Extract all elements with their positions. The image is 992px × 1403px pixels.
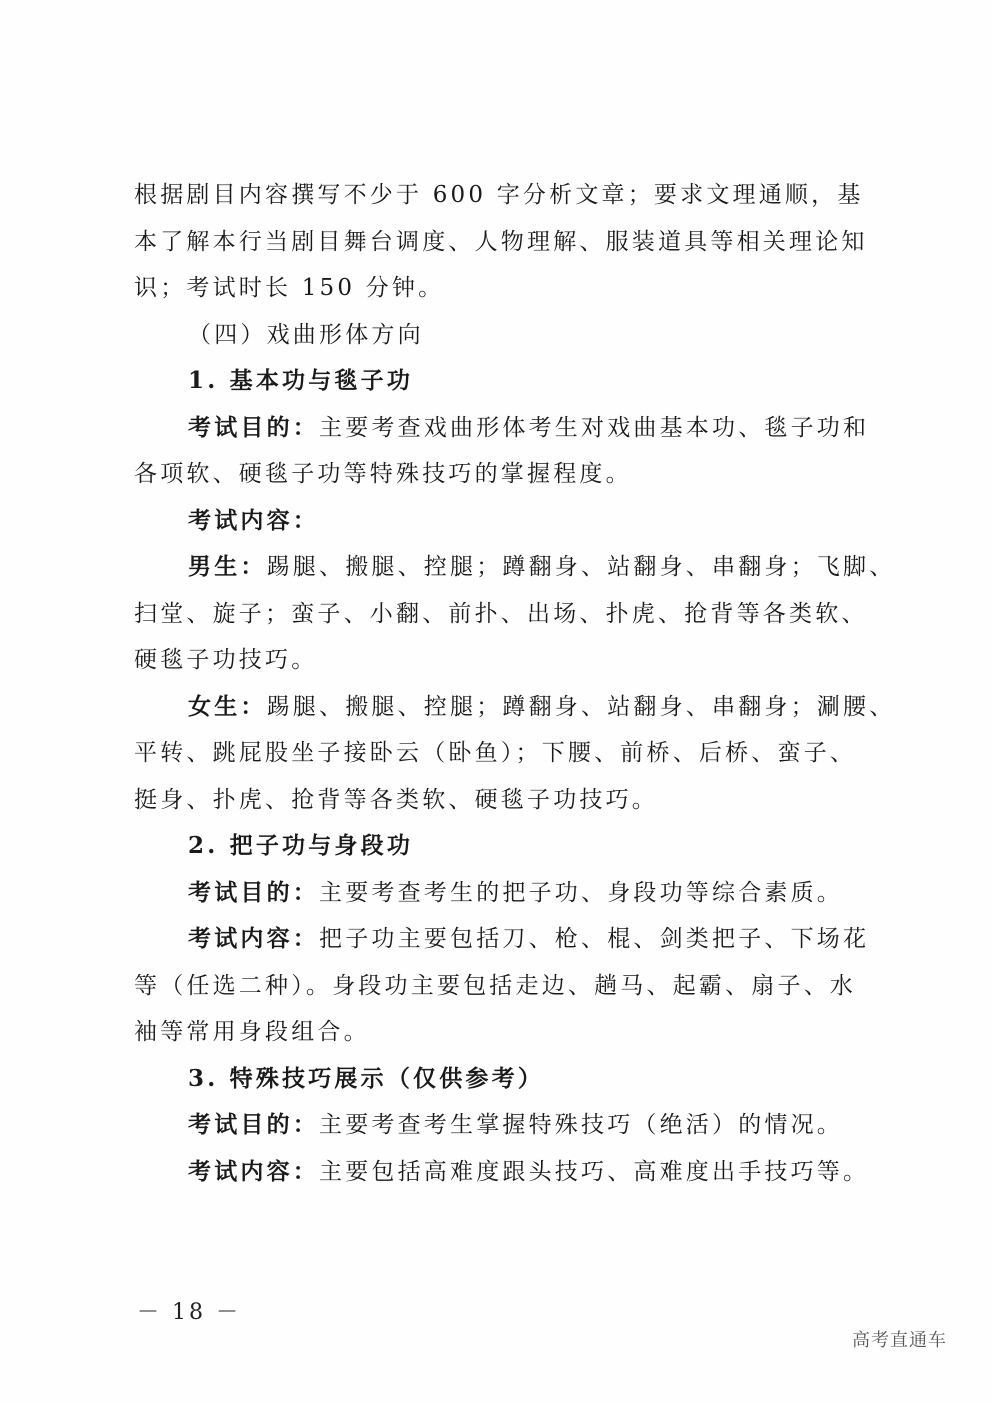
paragraph-line [134,265,864,312]
paragraph-line [134,963,864,1010]
paragraph-line [134,916,870,963]
paragraph-line [134,777,864,824]
subsection-heading-text: 3. 特殊技巧展示（仅供参考） [188,1064,545,1092]
paragraph-line [134,1009,864,1056]
paragraph-line [134,1102,864,1149]
line-text: 踢腿、搬腿、控腿；蹲翻身、站翻身、串翻身；飞脚、 [266,554,896,580]
section-heading [134,312,864,359]
paragraph-line [134,1149,870,1196]
paragraph-line [134,684,896,731]
field-label: 考试内容： [188,506,319,534]
field-label: 考试目的： [188,413,319,441]
field-label: 考试目的： [188,1111,319,1138]
watermark-text: 高考直通车 [852,1330,947,1351]
line-text: 主要考查考生的把子功、身段功等综合素质。 [319,879,843,906]
subsection-heading [134,823,864,870]
subsection-heading-text: 2. 把子功与身段功 [188,832,414,859]
field-label: 男生： [188,553,267,580]
page-number: － 18 － [137,1300,241,1325]
paragraph-line [134,405,870,452]
line-text: 识；考试时长 150 分钟。 [134,275,445,301]
paragraph-line [134,451,864,498]
field-label: 考试内容： [188,1157,319,1185]
line-text: 各项软、硬毯子功等特殊技巧的掌握程度。 [134,461,632,487]
subsection-heading [134,358,864,405]
line-text: 踢腿、搬腿、控腿；蹲翻身、站翻身、串翻身；涮腰、 [266,693,896,720]
paragraph-line [134,730,864,777]
paragraph-line [134,591,868,638]
line-text: 把子功主要包括刀、枪、棍、剑类把子、下场花 [319,926,870,952]
subsection-heading-text: 1. 基本功与毯子功 [188,367,414,394]
paragraph-line [134,870,864,917]
line-text: 主要考查戏曲形体考生对戏曲基本功、毯子功和 [319,414,870,441]
line-text: 根据剧目内容撰写不少于 600 字分析文章；要求文理通顺，基 [134,182,864,208]
line-text: 硬毯子功技巧。 [134,647,318,673]
paragraph-line [134,637,864,684]
line-text: 袖等常用身段组合。 [134,1019,370,1045]
line-text: 平转、跳屁股坐子接卧云（卧鱼）；下腰、前桥、后桥、蛮子、 [134,740,857,766]
paragraph-line [134,544,896,591]
document-body [134,172,896,1195]
line-text: 本了解本行当剧目舞台调度、人物理解、服装道具等相关理论知 [134,228,868,255]
section-heading-text: （四）戏曲形体方向 [188,321,424,348]
field-label: 考试内容： [188,925,319,952]
paragraph-line [134,172,864,219]
line-text: 等（任选二种）。身段功主要包括走边、趟马、起霸、扇子、水 [134,972,857,999]
subsection-heading [134,1056,864,1103]
line-text: 主要考查考生掌握特殊技巧（绝活）的情况。 [319,1112,843,1138]
paragraph-line [134,498,864,545]
field-label: 女生： [188,692,267,720]
line-text: 主要包括高难度跟头技巧、高难度出手技巧等。 [319,1158,870,1185]
paragraph-line [134,219,868,266]
line-text: 挺身、扑虎、抢背等各类软、硬毯子功技巧。 [134,786,658,813]
field-label: 考试目的： [188,878,319,906]
line-text: 扫堂、旋子；蛮子、小翻、前扑、出场、扑虎、抢背等各类软、 [134,600,868,627]
